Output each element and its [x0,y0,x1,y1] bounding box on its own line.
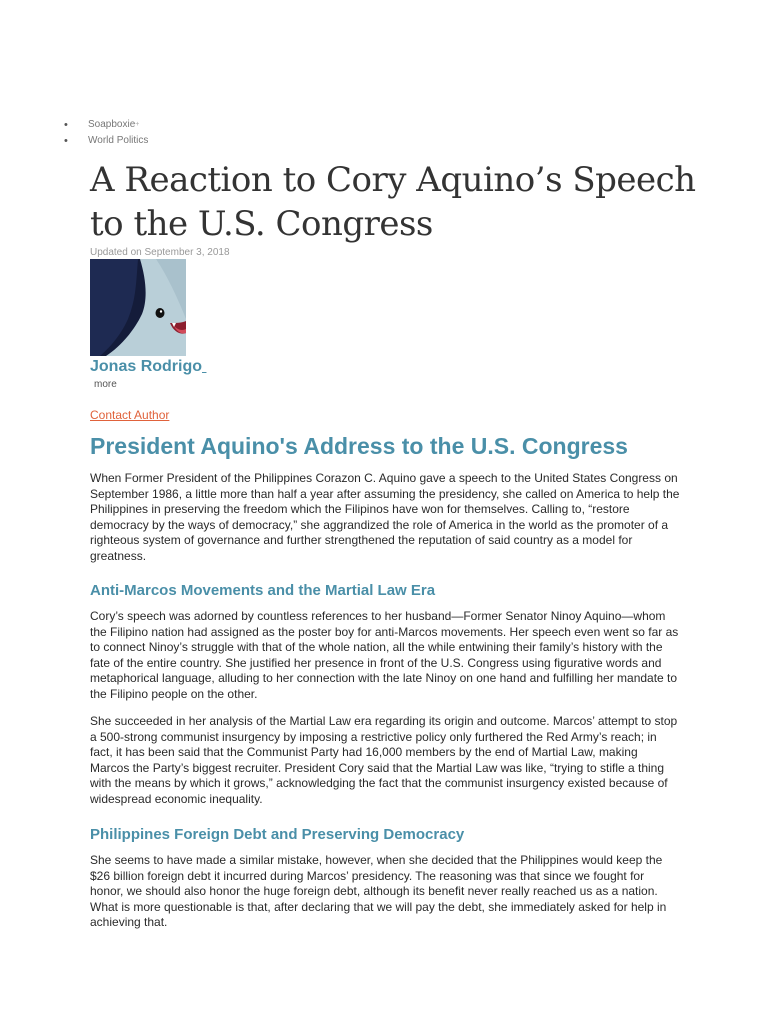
paragraph-intro: When Former President of the Philippines Corazon C. Aquino gave a speech to the United States Congress on September 1986, a little more than half a year after assuming the presidency, she called on America to help the Philippines in preserving the freedom which the Filipinos have won for themselves. Calling to, “restore democracy by the ways of democracy,” she aggrandized the role of America in the world as the promoter of a righteous system of governance and further strengthened the reputation of said country as a model for greatness. [90,471,680,563]
subheading-foreign-debt: Philippines Foreign Debt and Preserving Democracy [90,826,465,843]
paragraph-speech-references: Cory’s speech was adorned by countless references to her husband—Former Senator Ninoy Aquino—whom the Filipino nation had assigned as the poster boy for anti-Marcos movements. Her speech even went so far as to connect Ninoy’s struggle with that of the whole nation, all the while entwining their family’s history with the fate of the entire country. She justified her presence in front of the U.S. Congress using figurative words and metaphorical language, alluding to her connection with the late Ninoy on one hand and fulfilling her mandate to the Filipino people on the other. [90,609,679,701]
contact-author-link[interactable]: Contact Author [90,408,170,422]
section-heading-address: President Aquino's Address to the U.S. Congress [90,433,628,459]
paragraph-martial-law-analysis: She succeeded in her analysis of the Martial Law era regarding its origin and outcome. Marcos’ attempt to stop a 500-strong communist insurgency by imposing a restrictive policy only furthered the Red Army’s reach; in fact, it has been said that the Communist Party had 16,000 members by the end of Martial Law, making Marcos the Party’s biggest recruiter. President Cory said that the Martial Law was like, “trying to stifle a thing with the means by which it grows,” acknowledging the fact that the communist insurgency existed because of widespread economic inequality. [90,714,678,806]
subheading-martial-law: Anti-Marcos Movements and the Martial Law Era [90,582,436,599]
author-more-link[interactable]: more [94,379,117,390]
breadcrumb [64,117,148,149]
breadcrumb-item[interactable] [64,117,148,133]
breadcrumb-link-soapboxie[interactable]: Soapboxie [88,119,136,130]
cartoon-character-avatar-icon [90,259,186,356]
breadcrumb-plus: + [135,121,140,128]
author-link-underline [202,358,206,375]
author-name-text[interactable]: Jonas Rodrigo [90,358,203,375]
author-name[interactable] [90,358,206,376]
breadcrumb-item[interactable] [64,133,148,149]
author-avatar[interactable] [90,259,186,356]
paragraph-foreign-debt: She seems to have made a similar mistake, however, when she decided that the Philippines would keep the $26 billion foreign debt it incurred during Marcos’ presidency. The reasoning was that since we fought for honor, we should also honor the huge foreign debt, although its benefit never really reached us as a nation. What is more questionable is that, after declaring that we will pay the debt, she immediately asked for help in achieving that. [90,853,667,930]
updated-date: Updated on September 3, 2018 [90,247,230,258]
article-title: A Reaction to Cory Aquino’s Speech to the U.S. Congress [90,160,696,244]
breadcrumb-link-world-politics[interactable]: World Politics [88,135,149,146]
